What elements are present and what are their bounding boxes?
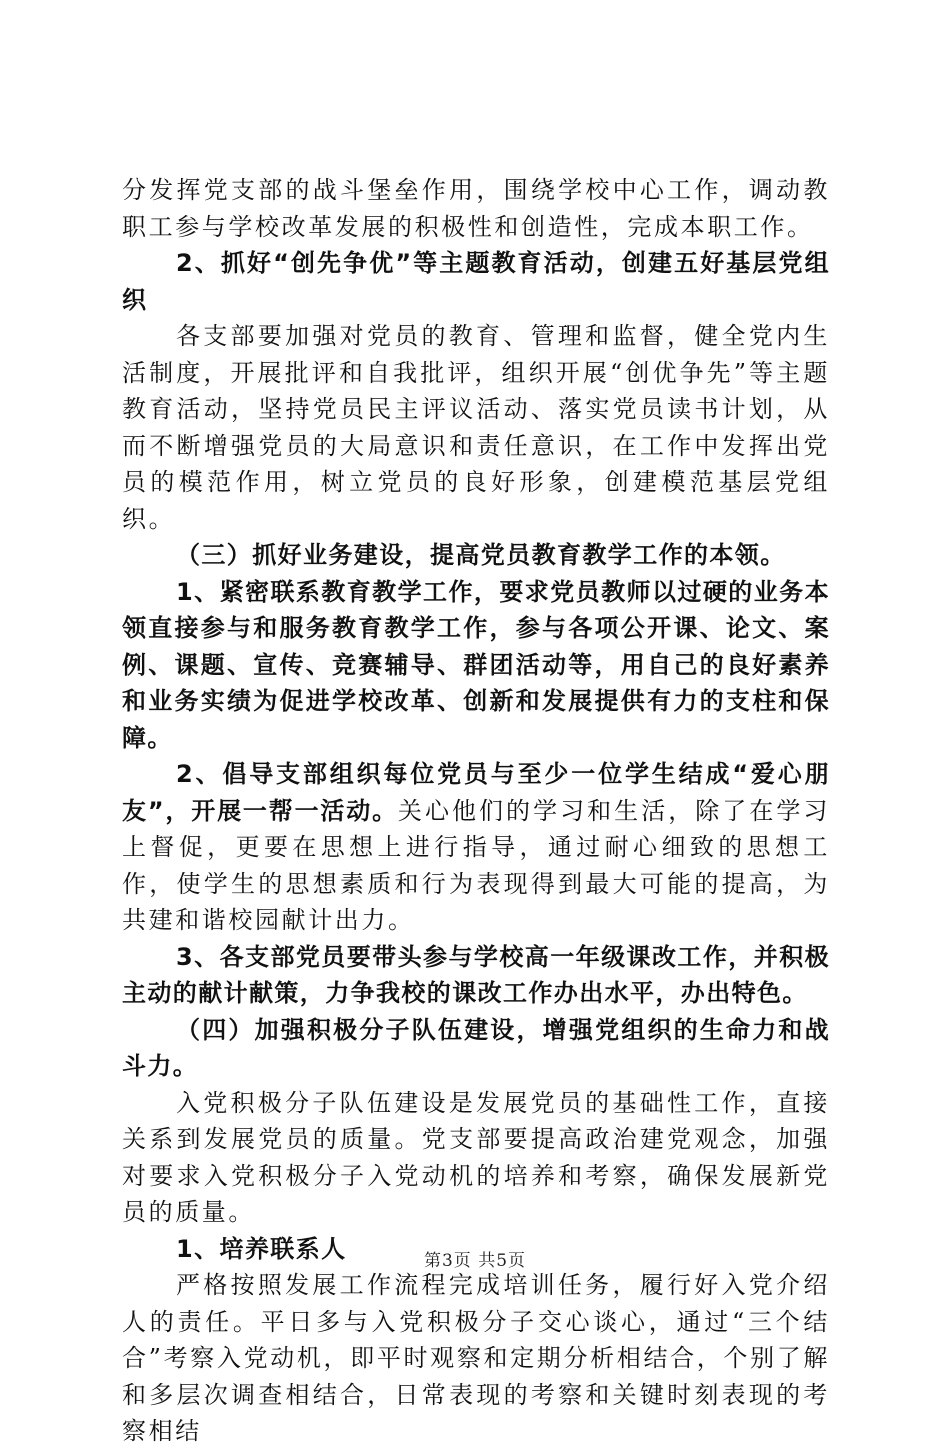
heading-item-2-create-excellent: 2、抓好“创先争优”等主题教育活动，创建五好基层党组织 — [122, 249, 830, 314]
paragraph-branch-education: 各支部要加强对党员的教育、管理和监督，健全党内生活制度，开展批评和自我批评，组织开展“创优争先”等主题教育活动，坚持党员民主评议活动、落实党员读书计划，从而不断增强党员的大局意识和责任意识，在工作中发挥出党员的模范作用，树立党员的良好形象，创建模范基层党组织。 — [122, 322, 830, 533]
paragraph-training-process: 严格按照发展工作流程完成培训任务，履行好入党介绍人的责任。平日多与入党积极分子交心谈心，通过“三个结合”考察入党动机，即平时观察和定期分析相结合，个别了解和多层次调查相结合，日常表现的考察和关键时刻表现的考察相结 — [122, 1271, 830, 1445]
heading-item-3-curriculum-reform: 3、各支部党员要带头参与学校高一年级课改工作，并积极主动的献计献策，力争我校的课改工作办出水平，办出特色。 — [122, 942, 830, 1007]
section-heading-three: （三）抓好业务建设，提高党员教育教学工作的本领。 — [176, 541, 786, 569]
section-heading-four: （四）加强积极分子队伍建设，增强党组织的生命力和战斗力。 — [122, 1015, 830, 1080]
paragraph-love-friends — [122, 756, 830, 939]
paragraph-continuation: 分发挥党支部的战斗堡垒作用，围绕学校中心工作，调动教职工参与学校改革发展的积极性和创造性，完成本职工作。 — [122, 176, 830, 241]
page-number-footer: 第3页 共5页 — [423, 1251, 527, 1271]
heading-item-1-business: 1、紧密联系教育教学工作，要求党员教师以过硬的业务本领直接参与和服务教育教学工作，参与各项公开课、论文、案例、课题、宣传、竞赛辅导、群团活动等，用自己的良好素养和业务实绩为促进学校改革、创新和发展提供有力的支柱和保障。 — [122, 577, 830, 752]
paragraph-activist-team: 入党积极分子队伍建设是发展党员的基础性工作，直接关系到发展党员的质量。党支部要提高政治建党观念，加强对要求入党积极分子入党动机的培养和考察，确保发展新党员的质量。 — [122, 1088, 830, 1226]
heading-item-1-contact-person: 1、培养联系人 — [176, 1234, 347, 1263]
heading-item-2-love-friends: 2、倡导支部组织每位党员与至少一位学生结成“爱心朋友”，开展一帮一活动。 — [122, 760, 830, 825]
paragraph-care-students: 关心他们的学习和生活，除了在学习上督促，更要在思想上进行指导，通过耐心细致的思想工作，使学生的思想素质和行为表现得到最大可能的提高，为共建和谐校园献计出力。 — [122, 796, 830, 934]
